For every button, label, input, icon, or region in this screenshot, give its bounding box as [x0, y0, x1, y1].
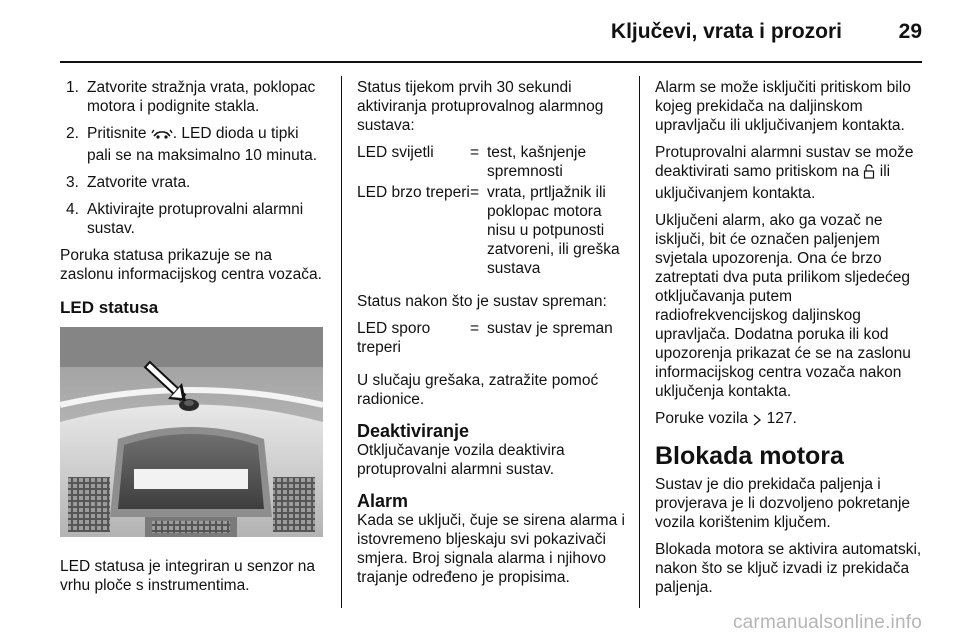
status-paragraph: Poruka statusa prikazuje se na zaslonu informacijskog centra vozača. — [60, 247, 322, 283]
status-table-1 — [357, 143, 625, 278]
led-caption: LED statusa je integriran u senzor na vrhu ploče s instrumentima. — [60, 558, 316, 594]
header-rule — [60, 61, 922, 63]
page-number: 29 — [898, 20, 922, 43]
column-right — [655, 78, 923, 605]
vehicle-alarm-icon — [151, 127, 173, 146]
table-row: LED brzo treperi = vrata, prtljažnik ili poklopac motora nisu u potpunosti zatvoreni, ili greška sustava — [357, 184, 620, 277]
alarm-text: Kada se uključi, čuje se sirena alarma i istovremeno bljeskaju svi pokazivači smjera. Broj signala alarma i njihovo trajanje određeno je propisima. — [357, 512, 625, 586]
watermark: carmanualsonline.info — [732, 612, 922, 633]
error-paragraph: U slučaju grešaka, zatražite pomoć radionice. — [357, 372, 599, 408]
list-item: 4. Aktivirajte protuprovalni alarmni sustav. — [66, 201, 304, 237]
chapter-title: Ključevi, vrata i prozori — [610, 20, 842, 43]
warning-lights-paragraph: Uključeni alarm, ako ga vozač ne isključi, bit će označen paljenjem svjetala upozorenja. Ona će brzo zatreptati dva puta prilikom sljedećeg otključavanja putem radiofrekvencijskog daljinskog upravljača. Dodatna poruka ili kod upozorenja prikazat će se na zaslonu informacijskog centra vozača nakon uključenja kontakta. — [655, 212, 911, 400]
unlock-icon — [863, 164, 875, 184]
list-item: 3. Zatvorite vrata. — [66, 174, 191, 191]
table-row: LED svijetli = test, kašnjenje spremnosti — [357, 144, 587, 180]
page-reference-icon — [752, 412, 762, 431]
page-reference-link[interactable]: 127 — [766, 410, 793, 427]
vehicle-messages-paragraph: Poruke vozila 127. — [655, 409, 923, 431]
column-divider — [341, 76, 342, 608]
section-heading-led: LED statusa — [60, 298, 159, 317]
step-list — [60, 78, 326, 238]
immobiliser-paragraph-2: Blokada motora se aktivira automatski, nakon što se ključ izvadi iz prekidača paljenja. — [655, 541, 922, 596]
status-table-2 — [357, 319, 625, 357]
page-header — [0, 0, 960, 62]
list-item: 1. Zatvorite stražnja vrata, poklopac motora i podignite stakla. — [66, 79, 316, 115]
column-middle — [357, 78, 625, 595]
list-item: 2. Pritisnite . LED dioda u tipki pali se na maksimalno 10 minuta. — [66, 125, 318, 164]
deactivate-paragraph: Protuprovalni alarmni sustav se može deaktivirati samo pritiskom na ili uključivanjem kontakta. — [655, 144, 914, 202]
section-heading-alarm: Alarm — [357, 491, 409, 511]
status-intro-1: Status tijekom prvih 30 sekundi aktiviranja protuprovalnog alarmnog sustava: — [357, 79, 604, 134]
column-divider — [639, 76, 640, 608]
deactivation-text: Otključavanje vozila deaktivira protuprovalni alarmni sustav. — [357, 442, 565, 478]
table-row: LED sporo treperi = sustav je spreman — [357, 320, 613, 356]
status-intro-2: Status nakon što je sustav spreman: — [357, 293, 607, 310]
column-left — [60, 78, 326, 603]
immobiliser-paragraph-1: Sustav je dio prekidača paljenja i provjerava je li dozvoljeno pokretanje vozila korištenim ključem. — [655, 476, 911, 531]
section-heading-deactivation: Deaktiviranje — [357, 421, 470, 441]
dashboard-led-photo — [60, 327, 323, 537]
alarm-off-paragraph: Alarm se može isključiti pritiskom bilo kojeg prekidača na daljinskom upravljaču ili uključivanjem kontakta. — [655, 79, 911, 134]
section-heading-immobiliser: Blokada motora — [655, 442, 844, 470]
